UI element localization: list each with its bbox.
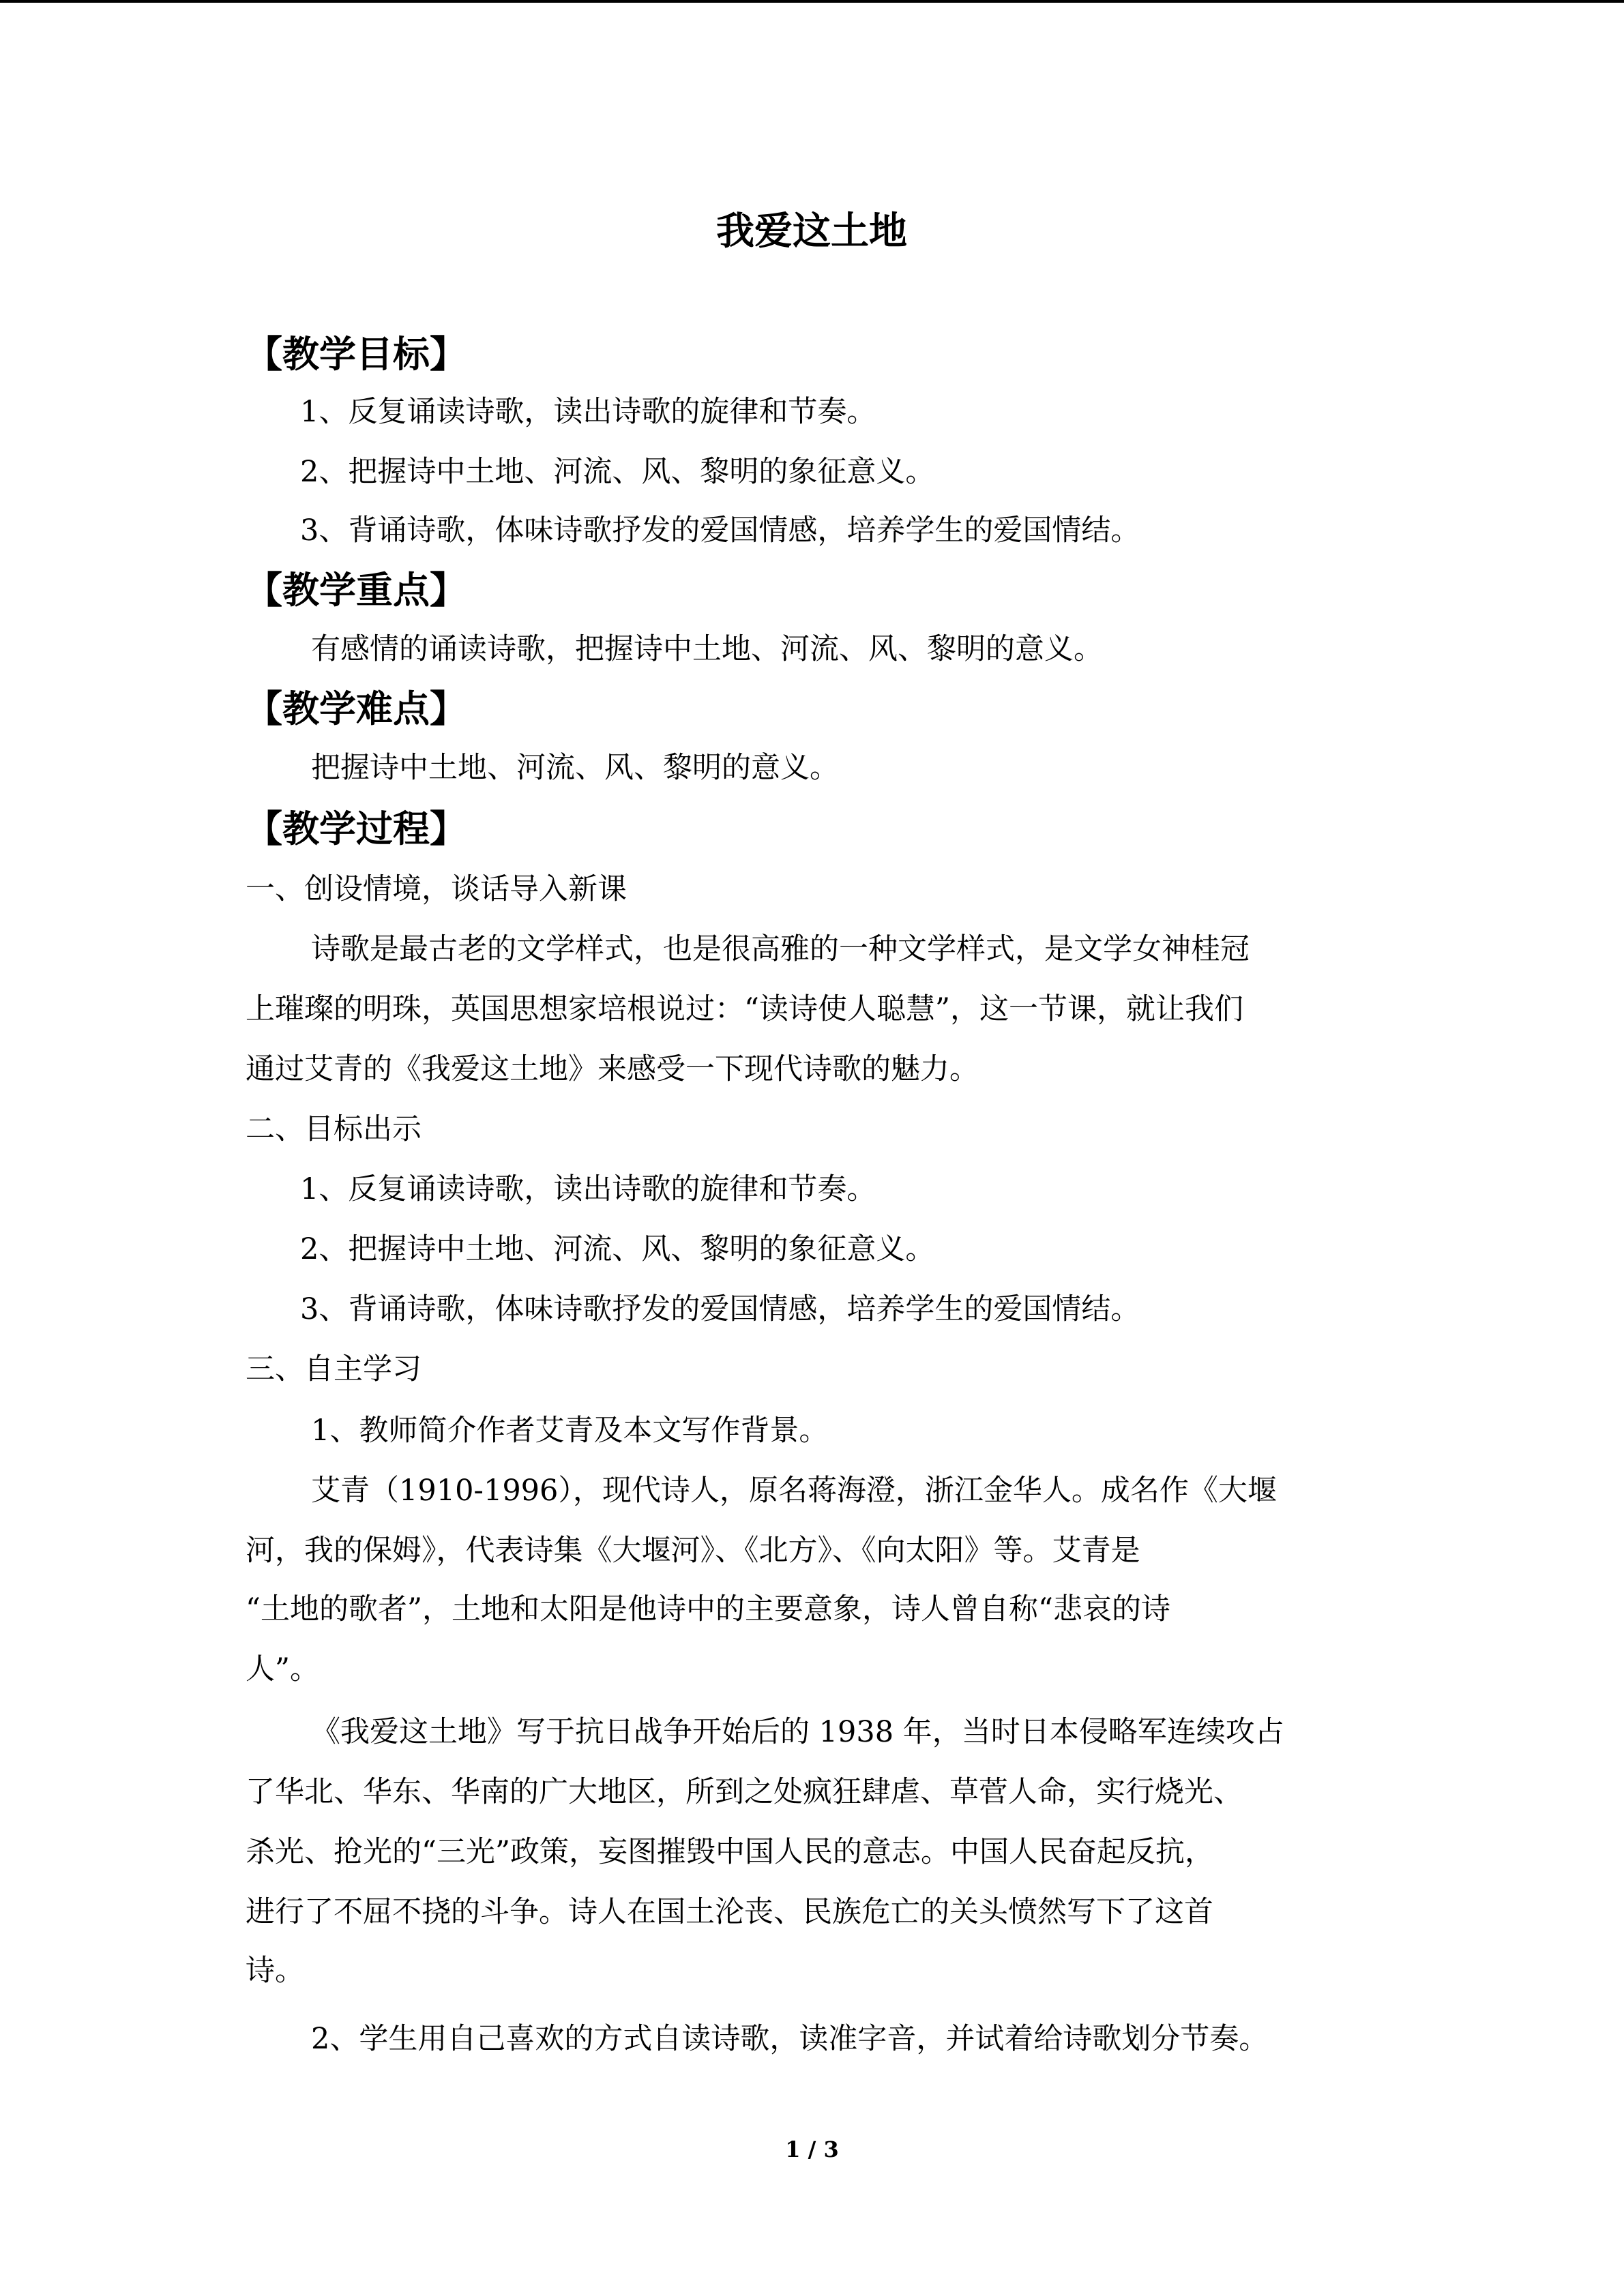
section-title: 二、目标出示	[246, 1112, 422, 1146]
objectives-heading: 【教学目标】	[246, 333, 467, 376]
goal-item: 2、把握诗中土地、河流、风、黎明的象征意义。	[300, 1232, 935, 1266]
section-title: 三、自主学习	[246, 1352, 422, 1386]
key-points-heading: 【教学重点】	[246, 569, 467, 612]
paragraph-line: 艾青（1910-1996），现代诗人，原名蒋海澄，浙江金华人。成名作《大堰	[311, 1474, 1277, 1508]
paragraph-line: 诗。	[246, 1954, 304, 1988]
page-number: 1 / 3	[785, 2136, 839, 2162]
paragraph-line: “土地的歌者”，土地和太阳是他诗中的主要意象，诗人曾自称“悲哀的诗	[246, 1592, 1170, 1626]
key-points-text: 有感情的诵读诗歌，把握诗中土地、河流、风、黎明的意义。	[311, 632, 1103, 666]
difficulties-heading: 【教学难点】	[246, 687, 467, 730]
study-item: 2、学生用自己喜欢的方式自读诗歌，读准字音，并试着给诗歌划分节奏。	[311, 2022, 1269, 2056]
goal-item: 3、背诵诗歌，体味诗歌抒发的爱国情感，培养学生的爱国情结。	[300, 1292, 1140, 1326]
paragraph-line: 人”。	[246, 1652, 319, 1686]
page-title: 我爱这土地	[716, 209, 907, 254]
study-item: 1、教师简介作者艾青及本文写作背景。	[311, 1414, 829, 1448]
paragraph-line: 杀光、抢光的“三光”政策，妄图摧毁中国人民的意志。中国人民奋起反抗，	[246, 1835, 1214, 1869]
paragraph-line: 上璀璨的明珠，英国思想家培根说过：“读诗使人聪慧”，这一节课，就让我们	[246, 992, 1243, 1026]
paragraph-line: 河，我的保姆》，代表诗集《大堰河》、《北方》、《向太阳》等。艾青是	[246, 1534, 1140, 1568]
objective-item: 1、反复诵读诗歌，读出诗歌的旋律和节奏。	[300, 395, 876, 429]
goal-item: 1、反复诵读诗歌，读出诗歌的旋律和节奏。	[300, 1172, 876, 1206]
process-heading: 【教学过程】	[246, 807, 467, 850]
top-border	[0, 0, 1624, 3]
section-title: 一、创设情境，谈话导入新课	[246, 872, 627, 906]
paragraph-line: 了华北、华东、华南的广大地区，所到之处疯狂肆虐、草菅人命，实行烧光、	[246, 1775, 1243, 1809]
paragraph-line: 进行了不屈不挠的斗争。诗人在国土沦丧、民族危亡的关头愤然写下了这首	[246, 1895, 1213, 1929]
objective-item: 2、把握诗中土地、河流、风、黎明的象征意义。	[300, 455, 935, 489]
paragraph-line: 《我爱这土地》写于抗日战争开始后的 1938 年，当时日本侵略军连续攻占	[311, 1715, 1284, 1749]
paragraph-line: 通过艾青的《我爱这土地》来感受一下现代诗歌的魅力。	[246, 1052, 979, 1086]
difficulties-text: 把握诗中土地、河流、风、黎明的意义。	[311, 751, 839, 785]
objective-item: 3、背诵诗歌，体味诗歌抒发的爱国情感，培养学生的爱国情结。	[300, 513, 1140, 548]
paragraph-line: 诗歌是最古老的文学样式，也是很高雅的一种文学样式，是文学女神桂冠	[311, 932, 1250, 966]
